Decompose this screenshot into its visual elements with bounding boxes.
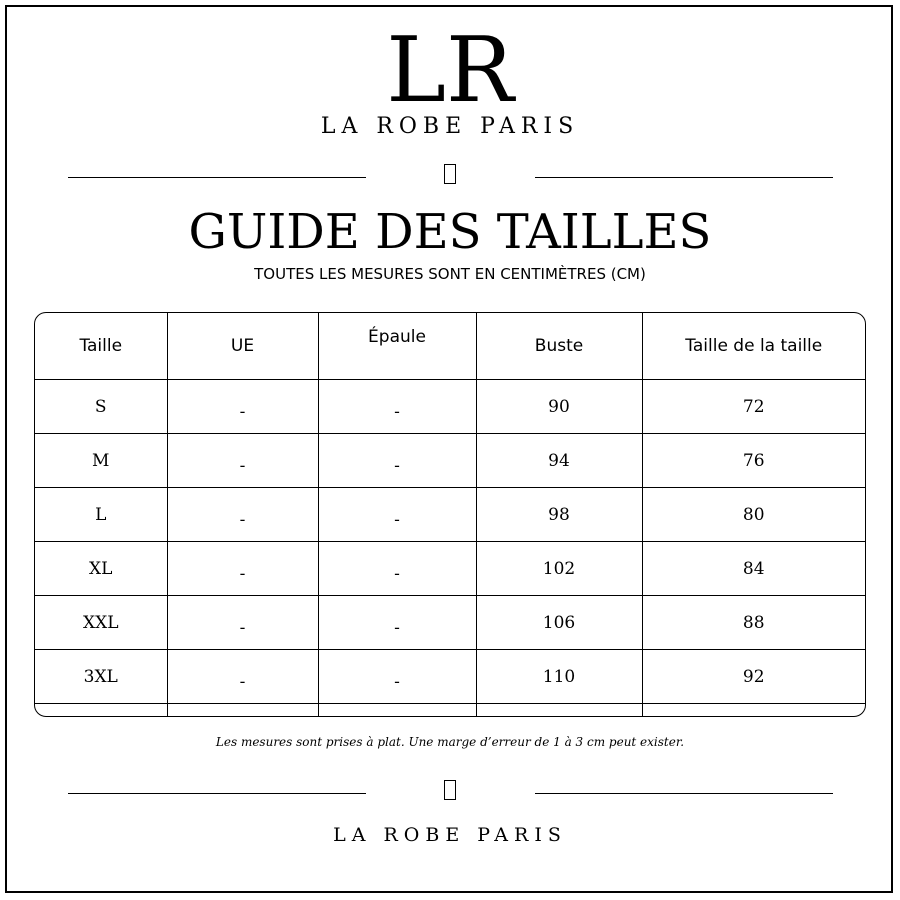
divider-left-bottom <box>68 793 366 794</box>
table-cell: - <box>167 596 318 650</box>
table-cell: - <box>167 434 318 488</box>
brand-name-bottom: LA ROBE PARIS <box>333 824 567 846</box>
table-cell: S <box>35 380 167 434</box>
table-cell: - <box>167 542 318 596</box>
table-cell <box>35 704 167 718</box>
table-cell: - <box>167 650 318 704</box>
table-row <box>35 434 865 488</box>
table-cell: 72 <box>642 380 865 434</box>
header-ue: UE <box>167 313 318 380</box>
table-cell: M <box>35 434 167 488</box>
table-cell: L <box>35 488 167 542</box>
table-cell: 84 <box>642 542 865 596</box>
table-row <box>35 596 865 650</box>
measurement-note: Les mesures sont prises à plat. Une marge d’erreur de 1 à 3 cm peut exister. <box>215 735 685 749</box>
table-cell: - <box>318 596 476 650</box>
table-cell: 3XL <box>35 650 167 704</box>
table-cell: - <box>167 488 318 542</box>
table-cell: - <box>318 650 476 704</box>
table-cell <box>476 704 642 718</box>
table-cell <box>318 704 476 718</box>
brand-logo: LR <box>386 18 514 123</box>
table-cell: 80 <box>642 488 865 542</box>
box-icon <box>435 161 465 187</box>
table-cell: - <box>167 380 318 434</box>
table-cell: 106 <box>476 596 642 650</box>
table-row <box>35 488 865 542</box>
table-cell: 110 <box>476 650 642 704</box>
table-cell: 94 <box>476 434 642 488</box>
table-cell: - <box>318 542 476 596</box>
table-cell: XL <box>35 542 167 596</box>
header-buste: Buste <box>476 313 642 380</box>
table-cell: - <box>318 434 476 488</box>
header-epaule: Épaule <box>318 313 476 380</box>
size-table <box>34 312 866 717</box>
table-row <box>35 704 865 718</box>
table-row <box>35 650 865 704</box>
table-cell: 90 <box>476 380 642 434</box>
table-cell: - <box>318 380 476 434</box>
table-cell: 88 <box>642 596 865 650</box>
brand-name-top: LA ROBE PARIS <box>320 114 580 139</box>
table-cell <box>642 704 865 718</box>
table-header-row <box>35 313 865 380</box>
header-taille: Taille <box>35 313 167 380</box>
table-cell <box>167 704 318 718</box>
page-title: GUIDE DES TAILLES <box>188 204 712 260</box>
box-icon <box>435 777 465 803</box>
header-taille-de-la-taille: Taille de la taille <box>642 313 865 380</box>
table-row <box>35 380 865 434</box>
page-subtitle: TOUTES LES MESURES SONT EN CENTIMÈTRES (CM) <box>254 265 646 283</box>
divider-right-bottom <box>535 793 833 794</box>
table-cell: - <box>318 488 476 542</box>
table-row <box>35 542 865 596</box>
table-cell: 92 <box>642 650 865 704</box>
table-cell: XXL <box>35 596 167 650</box>
divider-right-top <box>535 177 833 178</box>
table-cell: 76 <box>642 434 865 488</box>
table-cell: 98 <box>476 488 642 542</box>
divider-left-top <box>68 177 366 178</box>
table-cell: 102 <box>476 542 642 596</box>
